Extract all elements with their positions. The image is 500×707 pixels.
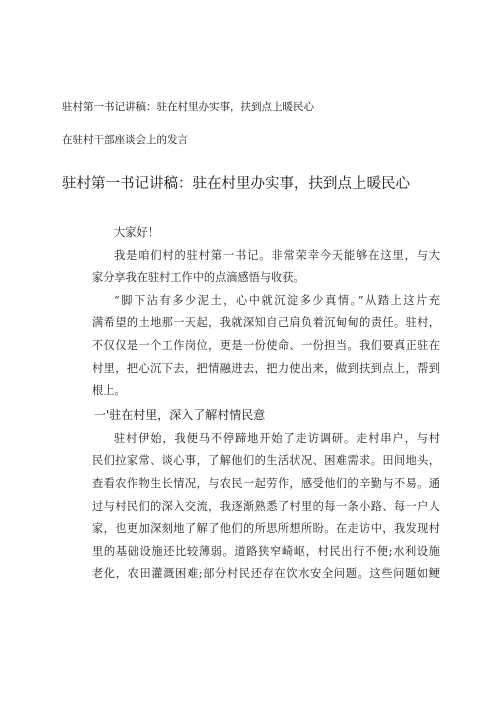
paragraph-line: 根上。 xyxy=(92,384,126,398)
paragraph-line: 不仅仅是一个工作岗位，更是一份使命、一份担当。我们要真正驻在 xyxy=(92,338,440,352)
paragraph-line: 家分享我在驻村工作中的点滴感悟与收获。 xyxy=(92,271,305,285)
greeting: 大家好！ xyxy=(114,226,159,239)
paragraph-line: 里的基础设施还比较薄弱。道路狭窄崎岖，村民出行不便;水利设施 xyxy=(92,544,440,558)
main-title: 驻村第一书记讲稿：驻在村里办实事，扶到点上暖民心 xyxy=(62,176,410,192)
speech-body xyxy=(92,222,440,586)
header-title: 驻村第一书记讲稿：驻在村里办实事，扶到点上暖民心 xyxy=(62,101,314,113)
header-subtitle: 在驻村干部座谈会上的发言 xyxy=(62,134,188,146)
paragraph-line: 过与村民们的深入交流，我逐渐熟悉了村里的每一条小路、每一户人 xyxy=(92,499,440,513)
paragraph-line: 满希望的土地那一天起，我就深知自己肩负着沉甸甸的责任。驻村， xyxy=(92,316,440,330)
paragraph-line: 村里，把心沉下去，把情融进去，把力使出来，做到扶到点上，帮到 xyxy=(92,361,440,375)
paragraph-line: 查看农作物生长情况，与农民一起劳作，感受他们的辛勤与不易。通 xyxy=(92,476,440,490)
section-heading: 一'驻在村里，深入了解村情民意 xyxy=(94,407,266,422)
paragraph-line: 家，也更加深刻地了解了他们的所思所想所盼。在走访中，我发现村 xyxy=(92,522,440,536)
paragraph-line: 我是咱们村的驻村第一书记。非常荣幸今天能够在这里，与大 xyxy=(114,248,440,262)
paragraph-line: 驻村伊始，我便马不停蹄地开始了走访调研。走村串户，与村 xyxy=(114,431,440,445)
paragraph-line: 民们拉家常、谈心事，了解他们的生活状况、困难需求。田间地头， xyxy=(92,454,440,468)
paragraph-line: 老化，农田灌溉困难;部分村民还存在饮水安全问题。这些问题如鲠 xyxy=(92,567,440,581)
paragraph-line: “脚下沾有多少泥土，心中就沉淀多少真情。”从踏上这片充 xyxy=(114,293,440,307)
